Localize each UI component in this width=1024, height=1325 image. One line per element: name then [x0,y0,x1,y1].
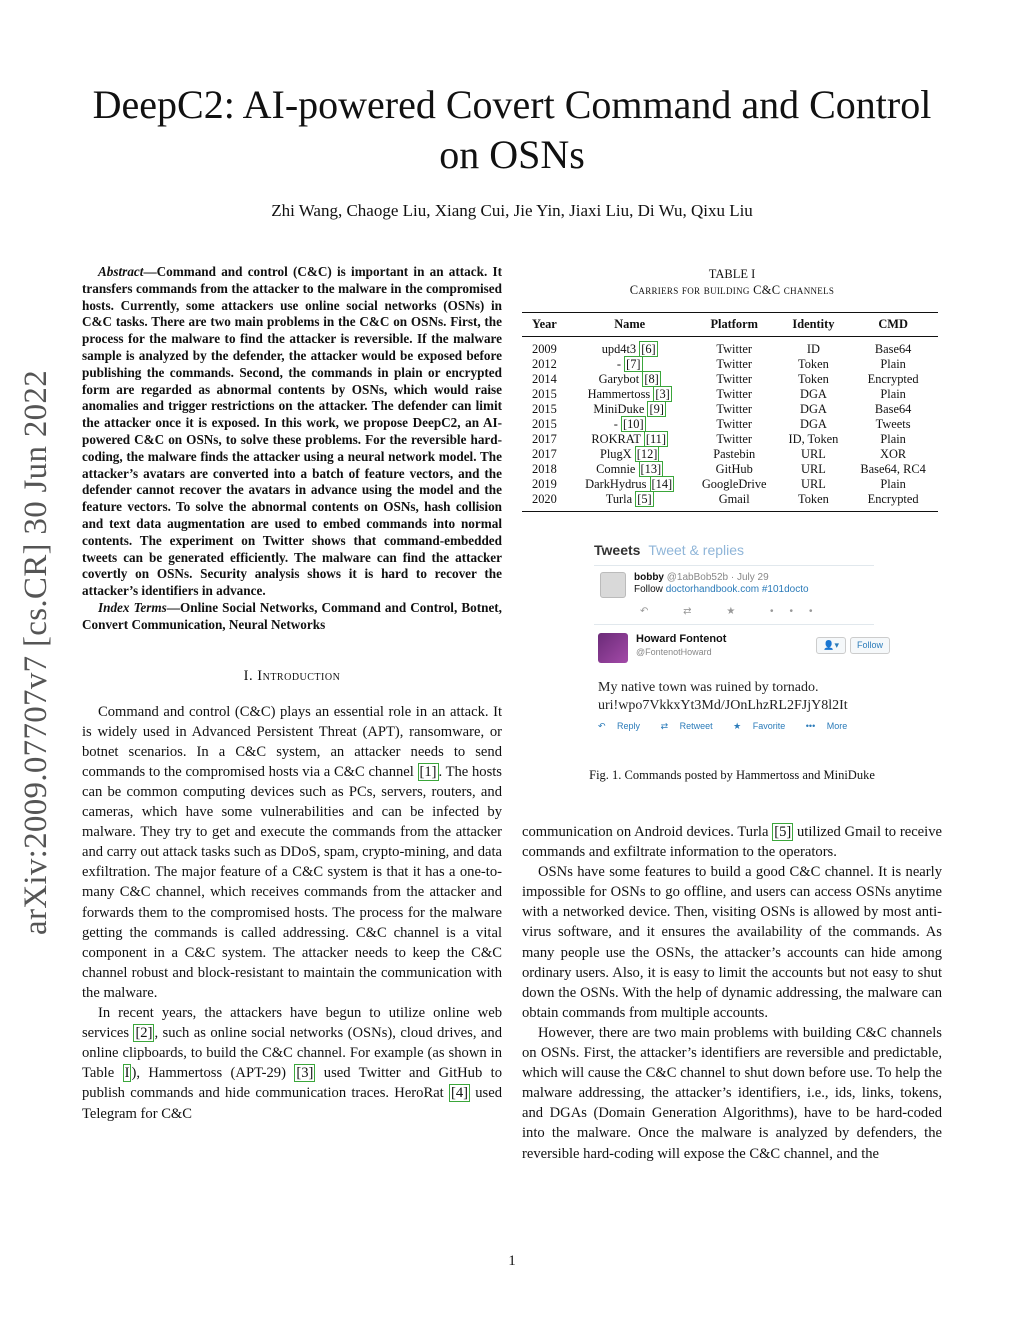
cell-year: 2019 [532,477,557,491]
cell-cmd: Encrypted [867,372,919,386]
cell-year: 2014 [532,372,557,386]
tweet-action-icons[interactable]: ↶ ⇄ ★ ••• [640,606,829,617]
cell-year: 2015 [532,387,557,401]
table-row [522,387,938,402]
figure-tweets-screenshot [594,542,890,747]
cell-platform: Twitter [716,357,753,371]
cell-platform: Twitter [716,432,753,446]
cell-year: 2015 [532,402,557,416]
table-header-row [522,313,938,337]
malware-name: MiniDuke [593,402,645,416]
malware-name: DarkHydrus [585,477,647,491]
table-reference-link[interactable]: I [124,1065,130,1082]
carriers-table [522,312,938,512]
index-terms [82,600,502,634]
retweet-icon: ⇄ [660,721,671,731]
tweet-line-2: uri!wpo7VkkxYt3Md/JOnLhzRL2FJjY8l2It [598,698,848,713]
abstract-lead: Abstract [98,264,144,279]
tweet-body [598,679,890,715]
malware-name: Comnie [596,462,636,476]
table-label: TABLE I [708,267,756,281]
cell-cmd: Base64, RC4 [860,462,926,476]
table-row [522,447,938,462]
malware-name: - [616,357,621,371]
tweet-link[interactable]: doctorhandbook.com #101docto [665,584,809,595]
citation-link[interactable]: [5] [637,492,652,506]
title-line-2: on OSNs [439,132,585,177]
cell-year: 2009 [532,342,557,356]
cell-cmd: Plain [880,357,906,371]
reply-icon: ↶ [598,721,609,731]
abstract [82,264,502,600]
page-number: 1 [508,1253,516,1269]
header-year: Year [522,313,570,337]
tweet-howard [594,633,890,663]
malware-name: PlugX [599,447,632,461]
tweet-text-prefix: Follow [634,584,666,595]
tweet-actions [598,721,890,732]
citation-link[interactable]: [8] [644,372,659,386]
more-button[interactable]: ••• More [805,721,848,731]
cell-platform: GitHub [715,462,753,476]
malware-name: Garybot [598,372,640,386]
cell-cmd: Base64 [874,342,912,356]
arxiv-sidebar-stamp: arXiv:2009.07707v7 [cs.CR] 30 Jun 2022 [18,369,54,935]
table-row [522,462,938,477]
cell-platform: Twitter [716,417,753,431]
header-cmd: CMD [848,313,938,337]
tweet-tabs [594,542,890,558]
intro-paragraph-1: Command and control (C&C) plays an essential role in an attack. It is widely used in Advanced Persistent Threat (APT), ransomware, or botnet scenarios. In a C&C system, an attacker needs to send commands to the compromised hosts via a C&C channel [1] . The hosts can be common computing devices such as PCs, servers, routers, and cameras, which have some vulnerabilities and can be infected by malware. They try to get and execute the commands from the attacker and carry out attack tasks such as DDoS, spam, crypto-mining, and data exfiltration. The major feature of a C&C system is that it has a one-to-many C&C channel, which receives commands from the attacker and forwards them to the compromised hosts. The process for the malware getting the commands is called addressing. C&C channel is a vital component in a C&C system. The attacker needs to keep the C&C channel robust and block-resistant to maintain the communication with the malware. [82,703,502,1001]
cell-identity: DGA [800,387,827,401]
cell-platform: Twitter [716,402,753,416]
right-paragraph-1: OSNs have some features to build a good C&C channel. It is nearly impossible for OSNs to go offline, and users can access OSNs anytime with a networked device. Then, visiting OSNs is allowed by most anti-virus software, and it ensures the availability of the commands. As many people use the OSNs, the attacker’s accounts can hide among ordinary users. Also, it is easy to limit the accounts but not easy to shut down the OSNs. With the help of dynamic addressing, the malware can obtain commands from multiple accounts. [522,864,942,1021]
cell-identity: URL [801,447,826,461]
cell-year: 2020 [522,492,570,512]
left-column [82,264,502,1124]
cell-platform: Gmail [690,492,779,512]
malware-name: upd4t3 [601,342,637,356]
right-column [522,822,942,1164]
right-paragraph-2: However, there are two main problems with building C&C channels on OSNs. First, the attacker’s identifiers are reversible and predictable, which will cause the C&C channel to shut down before use. To help the malware addressing, the attacker’s identifiers, i.e., ids, links, tokens, and DGAs (Domain Generation Algorithms), have to be hard-coded into the malware. Once the malware is analyzed by defenders, the reversible hard-coding will expose the C&C channel, and the [522,1024,942,1162]
cell-identity: ID [806,342,820,356]
cell-name [570,477,690,492]
cell-cmd: Base64 [874,402,912,416]
cell-identity: URL [801,462,826,476]
cell-year: 2012 [532,357,557,371]
citation-link[interactable]: [2] [135,1025,153,1042]
cell-identity: ID, Token [788,432,839,446]
tweet-author [636,633,726,659]
reply-button[interactable]: ↶ Reply [598,721,641,731]
right-paragraph-0: communication on Android devices. Turla [5] utilized Gmail to receive commands and exfiltrate information to the operators. [522,824,942,861]
tweet-line-1: My native town was ruined by tornado. [598,680,819,695]
malware-name: Turla [605,492,633,506]
citation-link[interactable]: [10] [622,417,644,431]
section-title: Introduction [257,667,341,684]
tweet-author-handle: @1abBob52b [666,572,729,583]
citation-link[interactable]: [11] [645,432,666,446]
author-list: Zhi Wang, Chaoge Liu, Xiang Cui, Jie Yin, Jiaxi Liu, Di Wu, Qixu Liu [271,201,753,220]
table-row [522,402,938,417]
table-caption [520,266,944,298]
citation-link[interactable]: [9] [649,402,664,416]
cell-year: 2017 [532,432,557,446]
cell-name [570,372,690,387]
tweet-bobby [594,572,890,598]
table-body [522,337,938,512]
cell-platform: Pastebin [713,447,756,461]
cell-identity: DGA [800,417,827,431]
cell-identity: DGA [800,402,827,416]
retweet-button[interactable]: ⇄ Retweet [660,721,713,731]
citation-link[interactable]: [7] [626,357,641,371]
index-terms-lead: Index Terms [98,599,167,615]
malware-name: ROKRAT [591,432,641,446]
table-title: Carriers for building C&C channels [629,283,835,297]
tweet-content [634,572,809,596]
cell-identity: Token [798,372,829,386]
cell-name [570,462,690,477]
divider [594,624,874,625]
table-row [522,357,938,372]
divider [594,565,874,566]
malware-name: - [613,417,618,431]
citation-link[interactable]: [3] [655,387,670,401]
user-menu-button[interactable]: 👤▾ [816,637,846,654]
tweet-buttons [816,637,890,654]
malware-name: Hammertoss [587,387,651,401]
citation-link[interactable]: [12] [636,447,658,461]
cell-cmd: Tweets [875,417,911,431]
cell-identity: Token [779,492,849,512]
tweet-author-handle: @FontenotHoward [636,647,712,657]
section-heading-introduction [82,666,502,686]
tweet-author-name: Howard Fontenot [636,633,727,645]
cell-platform: GoogleDrive [701,477,767,491]
tweet-author-name: bobby [634,572,664,583]
citation-link[interactable]: [1] [419,763,437,780]
header-name: Name [570,313,690,337]
section-number: I. [243,667,254,684]
tweet-date: · July 29 [730,572,769,583]
favorite-button[interactable]: ★ Favorite [733,721,786,731]
citation-link[interactable]: [5] [774,824,792,840]
cell-year: 2018 [532,462,557,476]
cell-year: 2015 [532,417,557,431]
intro-paragraph-2: In recent years, the attackers have begun to utilize online web services [2] , such as online social networks (OSNs), cloud drives, and online clipboards, to build the C&C channel. For example (as shown in Table I ), Hammertoss (APT-29) [3] used Twitter and GitHub to publish commands and hide communication traces. HeroRat [4] used Telegram for C&C [82,1005,502,1122]
citation-link[interactable]: [14] [651,477,673,491]
avatar [600,572,626,598]
cell-platform: Twitter [716,342,753,356]
cell-cmd: XOR [880,447,907,461]
abstract-text: —Command and control (C&C) is important in an attack. It transfers commands from the attacker to the malware in the compromised hosts. Currently, some attackers use online social networks (OSNs) in C&C tasks. There are two main problems in the C&C on OSNs. First, the process for the malware to find the attacker is reversible. If the malware sample is analyzed by the defender, the attacker would be exposed before publishing the commands. Second, the commands in plain or encrypted form are regarded as abnormal contents by OSNs, which would raise anomalies and trigger restrictions on the attacker. The defender can limit the attacker once it is exposed. In this work, we propose DeepC2, an AI-powered C&C on OSNs, to solve these problems. For the reversible hard-coding, the malware finds the attacker using a neural network model. The attacker’s avatars are converted into a batch of feature vectors, and the defender cannot recover the avatars in advance using the model and the feature vectors. To solve the abnormal contents on OSNs, hash collision and text data augmentation are used to embed commands into normal contents. The experiment on Twitter shows that command-embedded tweets can be generated efficiently. The malware can find the attacker covertly on OSNs. Security analysis shows it is hard to recover the attacker’s identifiers in advance. [82,264,502,599]
citation-link[interactable]: [6] [641,342,656,356]
table-row [522,337,938,358]
header-identity: Identity [779,313,849,337]
tab-tweets[interactable]: Tweets [594,542,641,558]
citation-link[interactable]: [4] [450,1085,468,1102]
star-icon: ★ [733,721,744,731]
table-row [522,432,938,447]
citation-link[interactable]: [3] [296,1065,314,1082]
index-terms-text: —Online Social Networks, Command and Control, Botnet, Convert Communication, Neural Networks [82,599,502,632]
paper-title [60,80,964,180]
cell-name [570,492,690,512]
citation-link[interactable]: [13] [640,462,662,476]
table-row [522,492,938,512]
cell-name [570,402,690,417]
avatar [598,633,628,663]
tab-tweets-replies[interactable]: Tweet & replies [648,542,745,558]
table-row [522,417,938,432]
header-platform: Platform [690,313,779,337]
title-line-1: DeepC2: AI-powered Covert Command and Control [92,82,932,127]
cell-cmd: Plain [880,432,906,446]
cell-cmd: Plain [880,387,906,401]
more-icon: ••• [805,721,818,731]
cell-name [570,387,690,402]
cell-cmd: Encrypted [848,492,938,512]
table-row [522,372,938,387]
cell-identity: URL [801,477,826,491]
cell-name [570,417,690,432]
cell-cmd: Plain [880,477,906,491]
cell-name [570,432,690,447]
cell-identity: Token [798,357,829,371]
cell-year: 2017 [532,447,557,461]
cell-platform: Twitter [716,372,753,386]
figure-caption: Fig. 1. Commands posted by Hammertoss and MiniDuke [589,768,875,782]
follow-button[interactable]: Follow [850,637,890,654]
table-row [522,477,938,492]
cell-name [570,337,690,358]
cell-name [570,357,690,372]
cell-platform: Twitter [716,387,753,401]
cell-name [570,447,690,462]
